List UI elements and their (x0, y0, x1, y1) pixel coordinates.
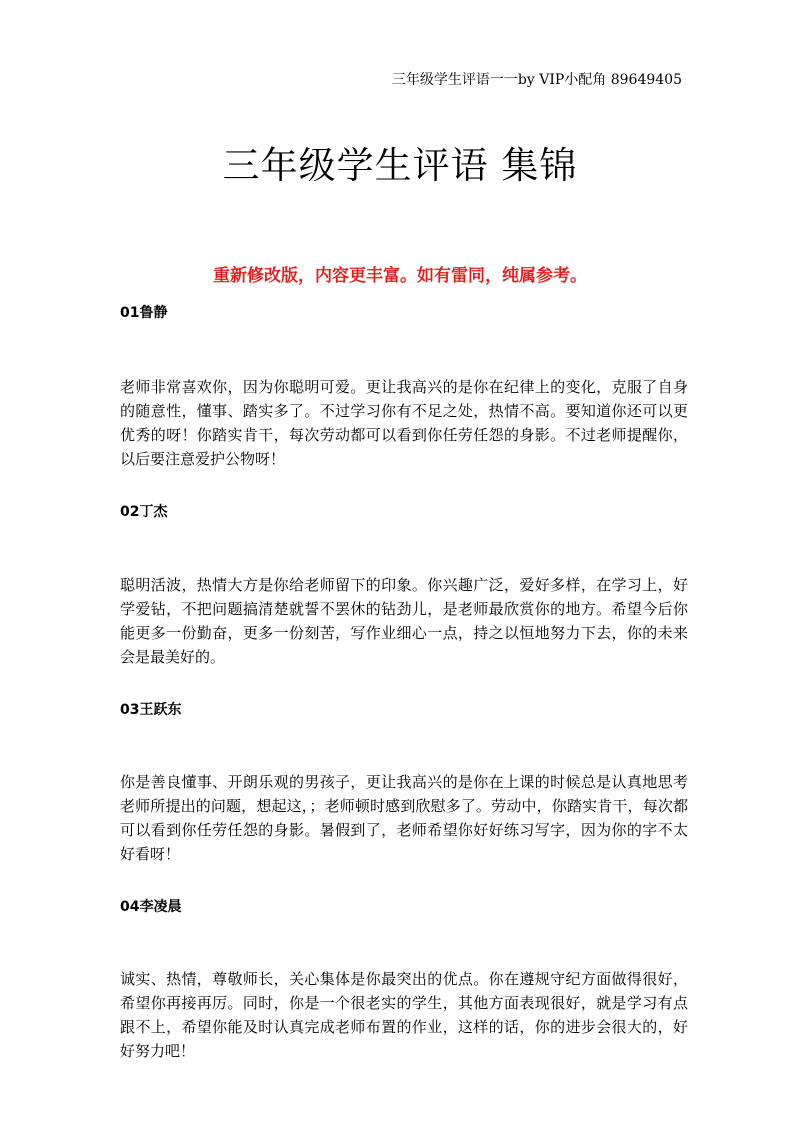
entry-heading-01: 01鲁静 (120, 305, 168, 321)
entry-heading-04: 04李凌晨 (120, 899, 182, 915)
entry-body-02: 聪明活波，热情大方是你给老师留下的印象。你兴趣广泛，爱好多样，在学习上，好学爱钻，不把问题搞清楚就誓不罢休的钻劲儿，是老师最欣赏你的地方。希望今后你能更多一份勤奋，更多一份刻苦，写作业细心一点，持之以恒地努力下去，你的未来会是最美好的。 (120, 576, 688, 666)
subtitle-notice: 重新修改版，内容更丰富。如有雷同，纯属参考。 (213, 266, 587, 286)
entry-body-04: 诚实、热情，尊敬师长，关心集体是你最突出的优点。你在遵规守纪方面做得很好，希望你再接再厉。同时，你是一个很老实的学生，其他方面表现很好，就是学习有点跟不上，希望你能及时认真完成老师布置的作业，这样的话，你的进步会很大的，好好努力吧！ (120, 970, 688, 1060)
entry-body-03: 你是善良懂事、开朗乐观的男孩子，更让我高兴的是你在上课的时候总是认真地思考老师所提出的问题，想起这，；老师顿时感到欣慰多了。劳动中，你踏实肯干，每次都可以看到你任劳任怨的身影。暑假到了，老师希望你好好练习写字，因为你的字不太好看呀！ (120, 773, 688, 863)
entry-body-01: 老师非常喜欢你，因为你聪明可爱。更让我高兴的是你在纪律上的变化，克服了自身的随意性，懂事、踏实多了。不过学习你有不足之处，热情不高。要知道你还可以更优秀的呀！你踏实肯干，每次劳动都可以看到你任劳任怨的身影。不过老师提醒你，以后要注意爱护公物呀！ (120, 378, 688, 468)
header-note: 三年级学生评语一一by VIP小配角 89649405 (391, 72, 682, 88)
entry-heading-02: 02丁杰 (120, 504, 168, 520)
document-title: 三年级学生评语 集锦 (222, 144, 578, 187)
entry-heading-03: 03王跃东 (120, 702, 182, 718)
